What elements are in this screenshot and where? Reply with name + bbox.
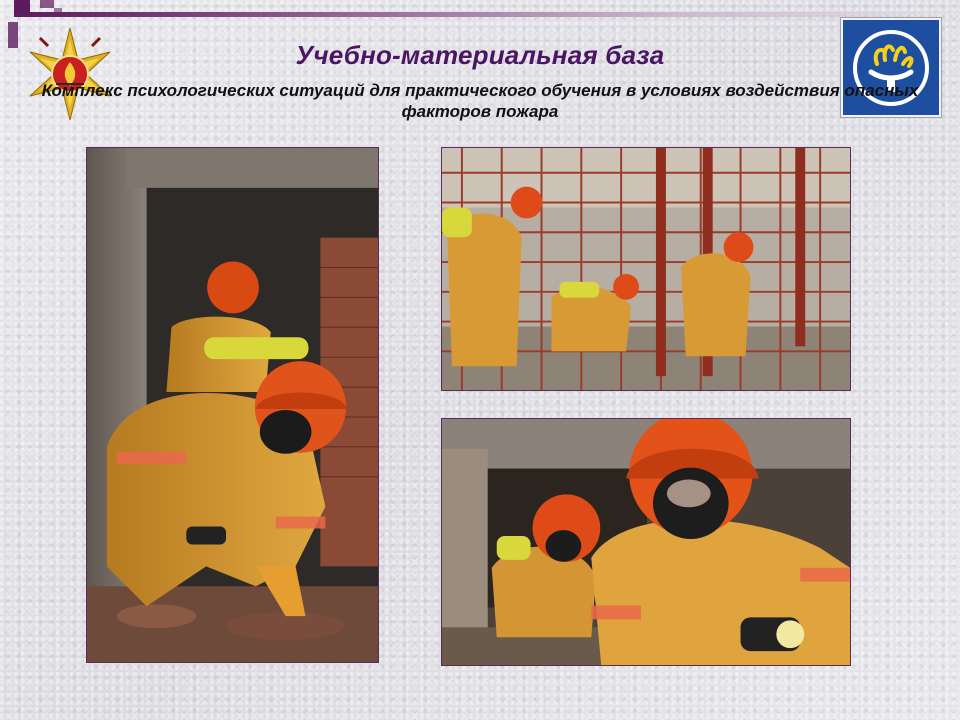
photo-firefighters-rubble [86,147,379,663]
slide-subtitle: Комплекс психологических ситуаций для практического обучения в условиях воздействия опасных факторов пожара [41,81,919,121]
corner-square-2 [40,0,54,8]
header-rule [14,12,960,17]
photo-firefighters-cage [441,147,851,391]
photo-firefighters-tunnel [441,418,851,666]
slide-title: Учебно-материальная база [295,40,665,70]
